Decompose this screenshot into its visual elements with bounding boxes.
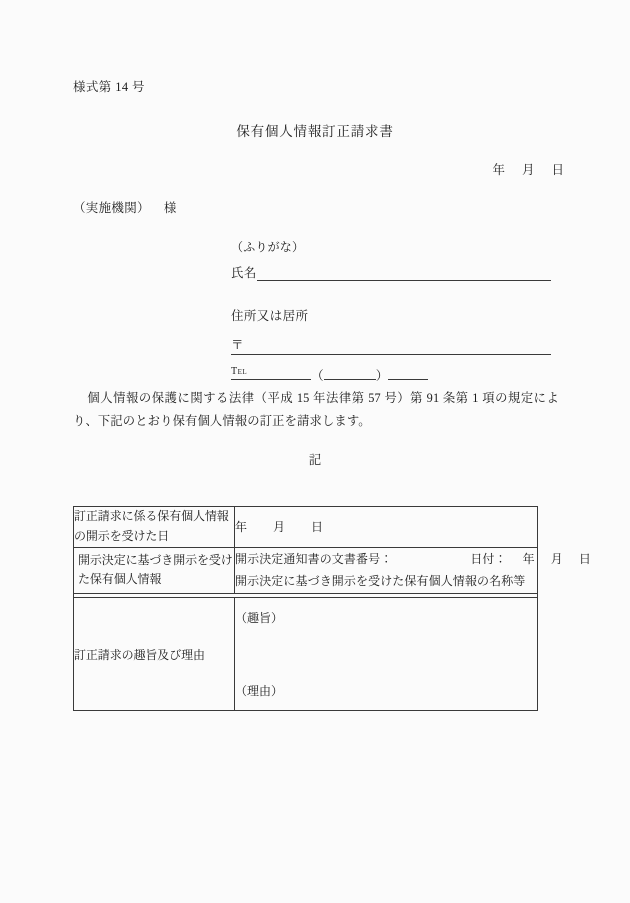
furigana-label: （ふりがな） [231,240,305,254]
disclosure-notice-year: 年 [522,551,535,566]
statute-paragraph-text: 個人情報の保護に関する法律（平成 15 年法律第 57 号）第 91 条第 1 項の規定により、下記のとおり保有個人情報の訂正を請求します。 [73,391,559,428]
submission-date-month: 月 [521,163,535,177]
postal-mark-icon: 〒 [231,335,244,355]
row-disclosure-date-label: 訂正請求に係る保有個人情報の開示を受けた日 [74,507,235,548]
addressee-honorific: 様 [163,201,177,215]
disclosure-docno-label: 開示決定通知書の文書番号： [235,551,393,566]
form-number: 様式第 14 号 [73,80,145,94]
submission-date-year: 年 [492,163,505,177]
row-disclosed-info-label: 開示決定に基づき開示を受けた保有個人情報 [74,547,235,594]
addressee-organization: （実施機関） [73,201,150,215]
telephone-open-paren: （ [311,368,324,383]
table-row [74,507,538,548]
address-input-rule[interactable] [244,341,551,355]
address-heading: 住所又は居所 [231,309,309,323]
row-disclosed-info-value[interactable] [235,547,591,594]
disclosure-date-year: 年 [235,520,248,535]
submission-date-line [0,160,630,178]
reason-subheading: （理由） [235,684,284,699]
disclosure-notice-month: 月 [550,551,563,566]
name-input-rule[interactable] [257,267,551,281]
telephone-field-row [231,366,551,383]
name-label: 氏名 [231,266,257,280]
telephone-prefix-rule[interactable] [324,366,376,380]
row-purpose-reason-value[interactable] [235,598,538,711]
disclosure-date-day: 日 [311,520,324,535]
telephone-label: Tel [231,366,247,380]
row-purpose-reason-label: 訂正請求の趣旨及び理由 [74,598,235,711]
name-field-row [231,263,551,281]
applicant-block [231,238,551,383]
disclosed-info-name-line: 開示決定に基づき開示を受けた保有個人情報の名称等 [235,574,526,589]
table-row [74,598,538,711]
disclosure-notice-line [235,548,591,571]
telephone-area-rule[interactable] [247,366,311,380]
submission-date-day: 日 [551,163,564,177]
disclosure-date-month: 月 [273,520,286,535]
addressee [73,198,177,216]
telephone-close-paren: ） [375,368,389,383]
table-row [74,547,538,594]
purpose-subheading: （趣旨） [235,611,284,626]
row-disclosure-date-value[interactable] [235,507,538,548]
postal-field-row [231,335,551,355]
ki-marker: 記 [308,453,322,467]
statute-paragraph [73,387,559,432]
page-title: 保有個人情報訂正請求書 [236,124,394,139]
disclosure-date-label: 日付： [470,551,507,566]
disclosure-notice-day: 日 [578,551,591,566]
request-detail-table [73,506,591,711]
telephone-number-rule[interactable] [388,366,428,380]
